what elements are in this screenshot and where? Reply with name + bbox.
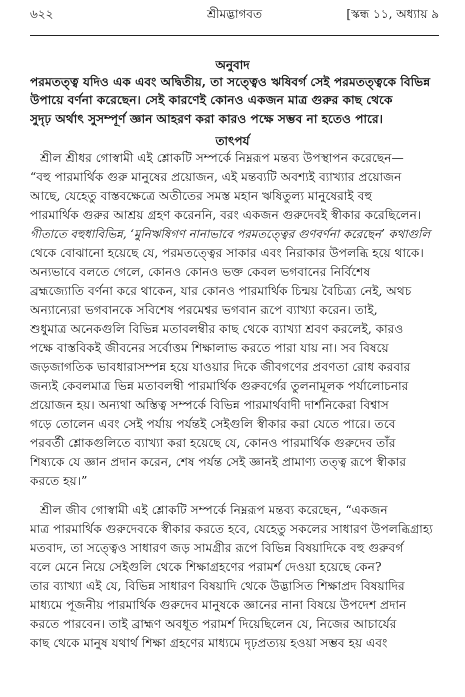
purport-line: শ্রীল শ্রীধর গোস্বামী এই শ্লোকটি সম্পর্কে নিম্নরূপ মন্তব্য উপস্থাপন করেছেন— xyxy=(40,151,404,165)
translation-line: পরমতত্ত্ব যদিও এক এবং অদ্বিতীয়, তা সত্ত্বেও ঋষিবর্গ সেই পরমতত্ত্বকে বিভিন্ন xyxy=(30,75,431,89)
purport-line: পক্ষে বাস্তবিকই জীবনের সর্বোত্তম শিক্ষালাভ করতে পারা যায় না। সব বিষয়ে xyxy=(30,341,389,355)
purport-line: জড়জাগতিক ভাবধারাসম্পন্ন হয়ে যাওয়ার দিকে জীবগণের প্রবণতা রোধ করবার xyxy=(30,360,411,374)
running-title: শ্রীমদ্ভাগবত xyxy=(206,7,262,21)
chapter-reference: [স্কন্ধ ১১, অধ্যায় ৯ xyxy=(346,7,439,21)
purport-line: গড়ে তোলেন এবং সেই পর্যায় পর্যন্তই সেইগুলি স্বীকার করা যেতে পারে। তবে xyxy=(30,417,396,431)
purport-line: গীতাতে বহুধাবিভিন্ন, ‘মুনিঋষিগণ নানাভাবে পরমতত্ত্বের গুণবর্ণনা করেছেন’ কথাগুলি xyxy=(30,227,431,241)
translation-heading: অনুবাদ xyxy=(215,58,250,72)
purport-line: করতে হয়।” xyxy=(30,474,88,488)
page-number: ৬২২ xyxy=(30,7,54,21)
purport-line: তার ব্যাখ্যা এই যে, বিভিন্ন সাধারণ বিষয়াদি থেকে উদ্ভাসিত শিক্ষাপ্রদ বিষয়াদির xyxy=(30,579,405,593)
purport-line: শুধুমাত্র অনেকগুলি বিভিন্ন মতাবলম্বীর কাছ থেকে ব্যাখ্যা শ্রবণ করলেই, কারও xyxy=(30,322,404,336)
purport-line: থেকে বোঝানো হয়েছে যে, পরমতত্ত্বের সাকার এবং নিরাকার উপলব্ধি হয়ে থাকে। xyxy=(30,246,424,260)
purport-heading: তাৎপর্য xyxy=(215,134,250,148)
purport-line: পারমার্থিক গুরুর আশ্রয় গ্রহণ করেননি, বরং একজন গুরুদেবই স্বীকার করেছিলেন। xyxy=(30,208,422,222)
purport-line: কাছ থেকে মানুষ যথার্থ শিক্ষা গ্রহণের মাধ্যমে দৃঢ়প্রত্যয় হওয়া সম্ভব হয় এবং xyxy=(30,636,388,650)
translation-line: সুদৃঢ় অর্থাৎ সুসম্পূর্ণ জ্ঞান আহরণ করা কারও পক্ষে সম্ভব না হতেও পারে। xyxy=(30,112,384,126)
purport-line: মতবাদ, তা সত্ত্বেও সাধারণ জড় সামগ্রীর রূপে বিভিন্ন বিষয়াদিকে বহু গুরুবর্গ xyxy=(30,541,404,555)
purport-line: অন্যভাবে বলতে গেলে, কোনও কোনও ভক্ত কেবল ভগবানের নির্বিশেষ xyxy=(30,265,371,279)
purport-line: “বহু পারমার্থিক গুরু মানুষের প্রয়োজন, এই মন্তব্যটি অবশ্যই ব্যাখ্যার প্রয়োজন xyxy=(30,170,402,184)
translation-line: উপায়ে বর্ণনা করেছেন। সেই কারণেই কোনও একজন মাত্র গুরুর কাছ থেকে xyxy=(30,93,393,107)
purport-line: বলে মেনে নিয়ে সেইগুলি থেকে শিক্ষাগ্রহণের পরামর্শ দেওয়া হয়েছে কেন? xyxy=(30,560,382,574)
purport-line: মাধ্যমে পূজনীয় পারমার্থিক গুরুদেব মানুষকে জ্ঞানের নানা বিষয়ে উপদেশ প্রদান xyxy=(30,598,407,612)
page-header xyxy=(30,6,439,24)
purport-line: আছে, যেহেতু বাস্তবক্ষেত্রে অতীতের সমস্ত মহান ঋষিতুল্য মানুষেরাই বহু xyxy=(30,189,373,203)
purport-line: শিষ্যকে যে জ্ঞান প্রদান করেন, শেষ পর্যন্ত সেই জ্ঞানই প্রামাণ্য তত্ত্ব রূপে স্বীকার xyxy=(30,455,407,469)
purport-line: মাত্র পারমার্থিক গুরুদেবকে স্বীকার করতে হবে, যেহেতু সকলের সাধারণ উপলব্ধিগ্রাহ্য xyxy=(30,522,433,536)
purport-line: পরবর্তী শ্লোকগুলিতে ব্যাখ্যা করা হয়েছে যে, কোনও পারমার্থিক গুরুদেব তাঁর xyxy=(30,436,396,450)
header-rule xyxy=(30,35,439,36)
purport-line: ব্রহ্মজ্যোতি বর্ণনা করে থাকেন, যার কোনও পারমার্থিক চিন্ময় বৈচিত্র্য নেই, অথচ xyxy=(30,284,412,298)
purport-line: প্রয়োজন হয়। অন্যথা অস্তিত্ব সম্পর্কে বিভিন্ন পারমার্থবাদী দার্শনিকেরা বিশ্বাস xyxy=(30,398,389,412)
purport-line: করতে পারবেন। তাই ব্রাহ্মণ অবধূত পরামর্শ দিয়েছিলেন যে, নিজের আচার্যের xyxy=(30,617,397,631)
purport-line: শ্রীল জীব গোস্বামী এই শ্লোকটি সম্পর্কে নিম্নরূপ মন্তব্য করেছেন, “একজন xyxy=(40,503,388,517)
purport-line: অন্যান্যেরা ভগবানকে সবিশেষ পরমেশ্বর ভগবান রূপে ব্যাখ্যা করেন। তাই, xyxy=(30,303,378,317)
purport-line: জন্যই কেবলমাত্র ভিন্ন মতাবলম্বী পারমার্থিক গুরুবর্গের তুলনামূলক পর্যালোচনার xyxy=(30,379,409,393)
